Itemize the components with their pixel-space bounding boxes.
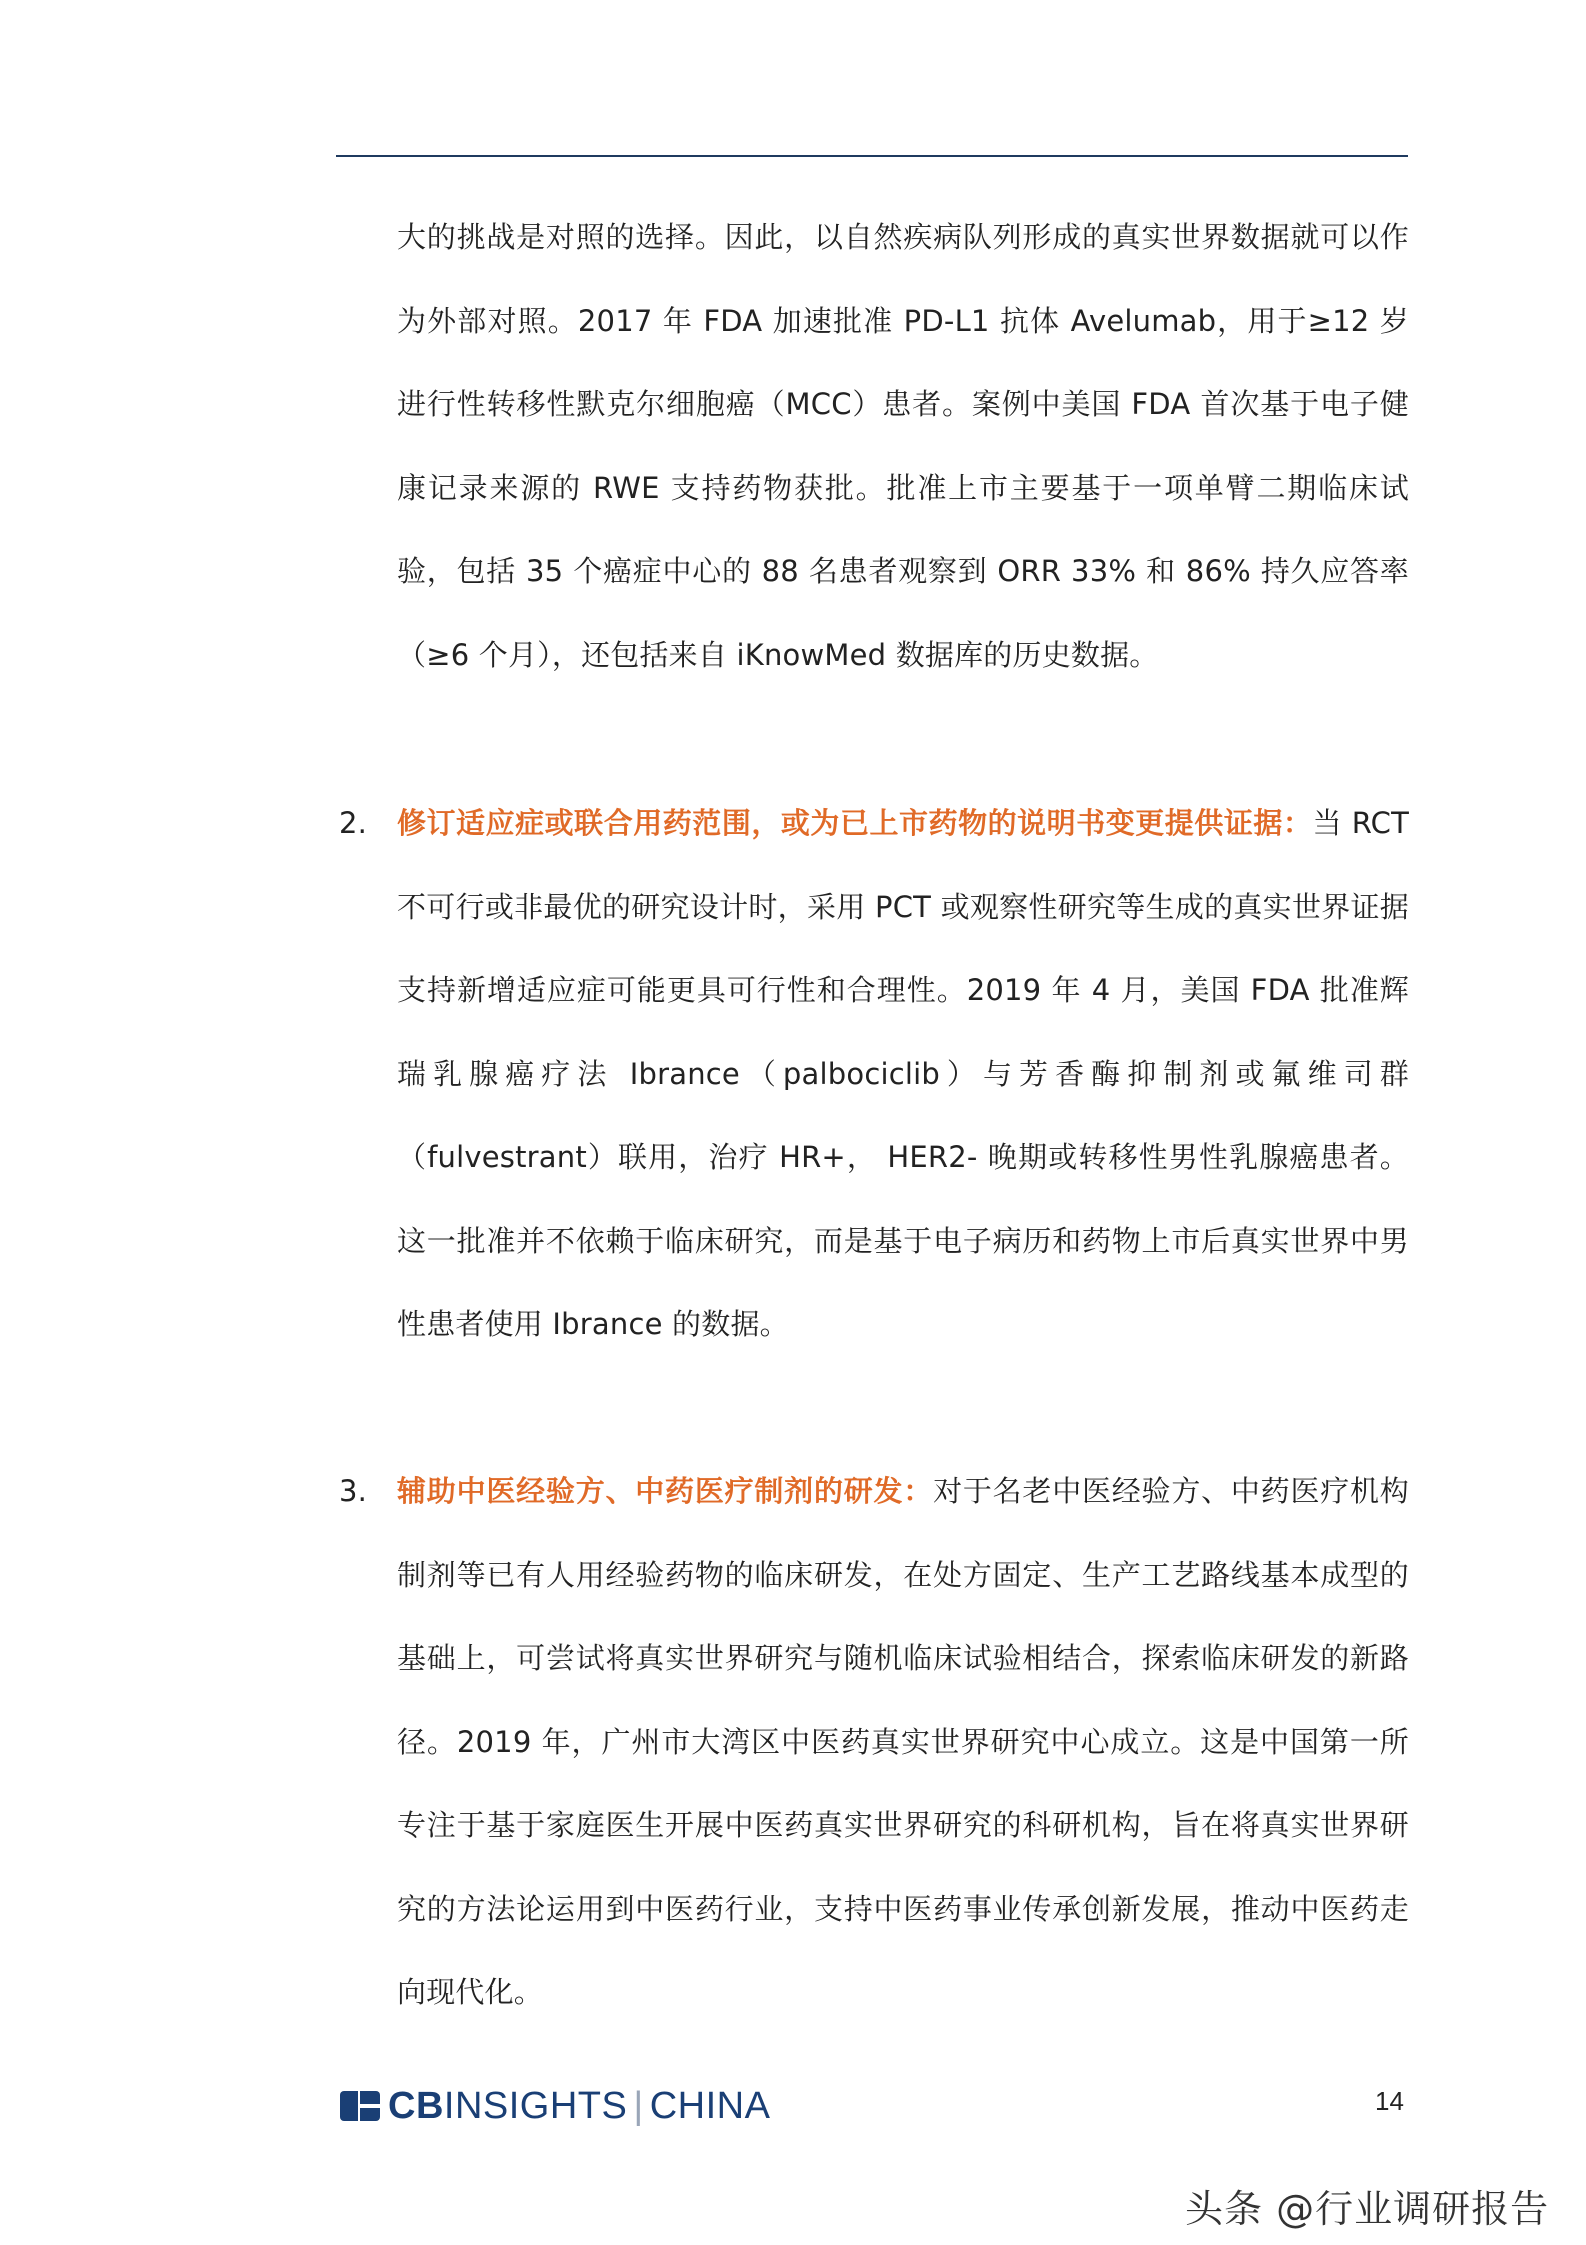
header-rule	[336, 155, 1408, 157]
paragraph-1	[397, 196, 1409, 697]
paragraph-2-text: 当 RCT 不可行或非最优的研究设计时，采用 PCT 或观察性研究等生成的真实世界证据支持新增适应症可能更具可行性和合理性。2019 年 4 月，美国 FDA 批准辉瑞乳腺癌疗法 Ibrance（palbociclib）与芳香酶抑制剂或氟维司群（fulvestrant）联用，治疗 HR+， HER2- 晚期或转移性男性乳腺癌患者。这一批准并不依赖于临床研究，而是基于电子病历和药物上市后真实世界中男性患者使用 Ibrance 的数据。	[397, 806, 1410, 1341]
list-number-3: 3.	[339, 1474, 368, 1508]
watermark: 头条 @行业调研报告	[1185, 2187, 1550, 2231]
logo-wordmark	[388, 2085, 770, 2128]
cbinsights-logo-icon	[340, 2091, 380, 2121]
logo-insights: INSIGHTS	[443, 2084, 628, 2127]
paragraph-2	[339, 782, 1410, 1367]
logo-china: CHINA	[649, 2084, 771, 2127]
cbinsights-logo	[340, 2086, 770, 2126]
paragraph-3-text: 对于名老中医经验方、中药医疗机构制剂等已有人用经验药物的临床研发，在处方固定、生产工艺路线基本成型的基础上，可尝试将真实世界研究与随机临床试验相结合，探索临床研发的新路径。2019 年，广州市大湾区中医药真实世界研究中心成立。这是中国第一所专注于基于家庭医生开展中医药真实世界研究的科研机构，旨在将真实世界研究的方法论运用到中医药行业，支持中医药事业传承创新发展，推动中医药走向现代化。	[397, 1474, 1410, 2009]
logo-separator: |	[633, 2084, 644, 2127]
paragraph-1-text: 大的挑战是对照的选择。因此，以自然疾病队列形成的真实世界数据就可以作为外部对照。2017 年 FDA 加速批准 PD-L1 抗体 Avelumab，用于≥12 岁进行性转移性默克尔细胞癌（MCC）患者。案例中美国 FDA 首次基于电子健康记录来源的 RWE 支持药物获批。批准上市主要基于一项单臂二期临床试验，包括 35 个癌症中心的 88 名患者观察到 ORR 33% 和 86% 持久应答率（≥6 个月），还包括来自 iKnowMed 数据库的历史数据。	[397, 220, 1409, 672]
logo-cb: CB	[388, 2084, 444, 2127]
page-number: 14	[1375, 2086, 1404, 2116]
paragraph-3-heading: 辅助中医经验方、中药医疗制剂的研发：	[397, 1474, 934, 1508]
paragraph-2-heading: 修订适应症或联合用药范围，或为已上市药物的说明书变更提供证据：	[397, 806, 1313, 840]
list-number-2: 2.	[339, 806, 368, 840]
paragraph-3	[339, 1450, 1410, 2035]
